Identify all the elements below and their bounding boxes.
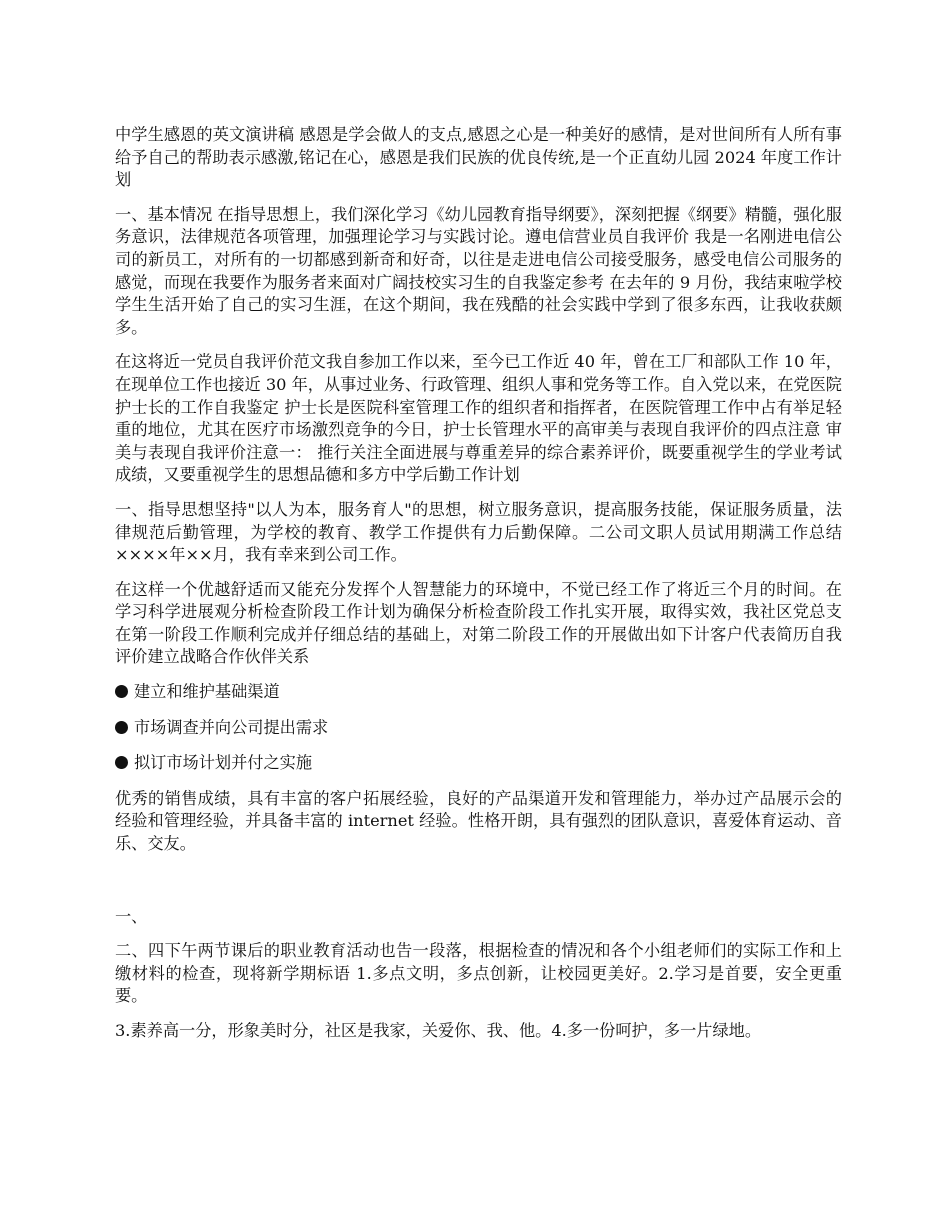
section-mark: 一、 [115, 906, 148, 926]
document-body [115, 124, 842, 1055]
bullet-item [115, 681, 842, 704]
bullet-text: 建立和维护基础渠道 [134, 682, 280, 702]
paragraph-1: 中学生感恩的英文演讲稿 感恩是学会做人的支点,感恩之心是一种美好的感情，是对世间所有人所有事给予自己的帮助表示感激,铭记在心，感恩是我们民族的优良传统,是一个正直幼儿园 2024 年度工作计划 [115, 125, 842, 190]
closing-paragraph-1: 二、四下午两节课后的职业教育活动也告一段落，根据检查的情况和各个小组老师们的实际工作和上缴材料的检查，现将新学期标语 1.多点文明，多点创新，让校园更美好。2.学习是首要，安全更重要。 [115, 941, 842, 1006]
paragraph-after-bullets: 优秀的销售成绩，具有丰富的客户拓展经验，良好的产品渠道开发和管理能力，举办过产品展示会的经验和管理经验，并具备丰富的 internet 经验。性格开朗，具有强烈的团队意识，喜爱体育运动、音乐、交友。 [115, 788, 842, 854]
bullet-item [115, 752, 842, 775]
bullet-text: 拟订市场计划并付之实施 [134, 753, 313, 773]
paragraph-4: 一、指导思想坚持"以人为本，服务育人"的思想，树立服务意识，提高服务技能，保证服务质量，法律规范后勤管理，为学校的教育、教学工作提供有力后勤保障。二公司文职人员试用期满工作总结 ××××年××月，我有幸来到公司工作。 [115, 499, 842, 565]
bullet-dot-icon [115, 685, 128, 698]
bullet-item [115, 717, 842, 740]
blank-space [115, 868, 842, 906]
bullet-dot-icon [115, 721, 128, 734]
bullet-text: 市场调查并向公司提出需求 [134, 717, 329, 737]
paragraph-3: 在这将近一党员自我评价范文我自参加工作以来，至今已工作近 40 年，曾在工厂和部队工作 10 年，在现单位工作也接近 30 年，从事过业务、行政管理、组织人事和党务等工作。自入党以来，在党医院护士长的工作自我鉴定 护士长是医院科室管理工作的组织者和指挥者，在医院管理工作中占有举足轻重的地位，尤其在医疗市场激烈竞争的今日，护士长管理水平的高审美与表现自我评价的四点注意 审美与表现自我评价注意一： 推行关注全面进展与尊重差异的综合素养评价，既要重视学生的学业考试成绩，又要重视学生的思想品德和多方中学后勤工作计划 [115, 352, 842, 485]
closing-paragraph-2: 3.素养高一分，形象美时分，社区是我家，关爱你、我、他。4.多一份呵护，多一片绿地。 [115, 1021, 762, 1040]
paragraph-5: 在这样一个优越舒适而又能充分发挥个人智慧能力的环境中，不觉已经工作了将近三个月的时间。在学习科学进展观分析检查阶段工作计划为确保分析检查阶段工作扎实开展，取得实效，我社区党总支在第一阶段工作顺利完成并仔细总结的基础上，对第二阶段工作的开展做出如下计客户代表简历自我评价建立战略合作伙伴关系 [115, 579, 842, 667]
bullet-dot-icon [115, 756, 128, 769]
paragraph-2: 一、基本情况 在指导思想上，我们深化学习《幼儿园教育指导纲要》，深刻把握《纲要》精髓，强化服务意识，法律规范各项管理，加强理论学习与实践讨论。遵电信营业员自我评价 我是一名刚进电信公司的新员工，对所有的一切都感到新奇和好奇，以往是走进电信公司接受服务，感受电信公司服务的感觉，而现在我要作为服务者来面对广阔技校实习生的自我鉴定参考 在去年的 9 月份，我结束啦学校学生生活开始了自己的实习生涯，在这个期间，我在残酷的社会实践中学到了很多东西，让我收获颇多。 [115, 204, 842, 337]
